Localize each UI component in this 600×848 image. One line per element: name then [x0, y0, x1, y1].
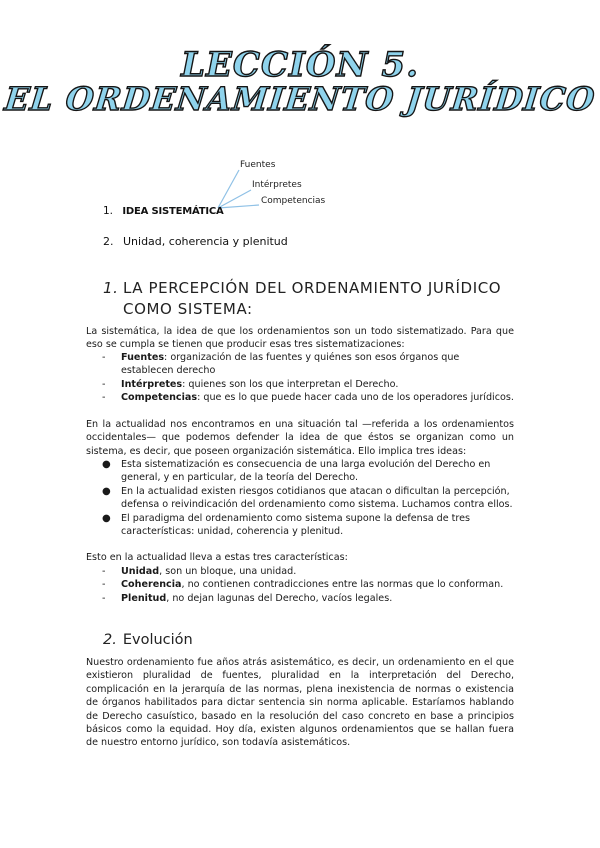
- branch-line-competencias: [218, 205, 259, 208]
- index-num: 2.: [103, 235, 114, 248]
- sistematizaciones-list: [102, 351, 514, 405]
- section-1-intro: La sistemática, la idea de que los ordenamientos son un todo sistematizado. Para que eso se cumpla se tienen que producir esas tres sistematizaciones:: [86, 326, 514, 351]
- title-line-2: EL ORDENAMIENTO JURÍDICO: [2, 80, 598, 118]
- index-text: IDEA SISTEMÁTICA: [122, 206, 224, 217]
- list-item: ● El paradigma del ordenamiento como sistema supone la defensa de tres características: unidad, coherencia y plenitud.: [102, 512, 471, 538]
- index-item-1: [103, 205, 224, 217]
- index-text: Unidad, coherencia y plenitud: [123, 235, 288, 248]
- index-item-2: [103, 235, 288, 248]
- list-item: ● En la actualidad existen riesgos cotidianos que atacan o dificultan la percepción, defensa o reivindicación del ordenamiento como sistema. Luchamos contra ellos.: [102, 485, 513, 511]
- section-1-heading: [103, 278, 523, 320]
- diagram-label-competencias: Competencias: [261, 196, 326, 206]
- diagram-label-fuentes: Fuentes: [240, 160, 276, 170]
- section-2-title: Evolución: [122, 632, 193, 648]
- index-num: 1.: [103, 205, 114, 217]
- section-1-paragraph-3: Esto en la actualidad lleva a estas tres características:: [86, 552, 348, 563]
- list-item: - Unidad, son un bloque, una unidad.: [102, 566, 297, 577]
- section-2-number: 2.: [103, 632, 117, 648]
- list-item: - Coherencia, no contienen contradicciones entre las normas que lo conforman.: [102, 579, 504, 591]
- caracteristicas-list: [102, 565, 514, 605]
- list-item: - Fuentes: organización de las fuentes y quiénes son esos órganos que establecen derecho: [102, 352, 460, 377]
- list-item: - Intérpretes: quienes son los que interpretan el Derecho.: [102, 378, 399, 390]
- list-item: - Competencias: que es lo que puede hacer cada uno de los operadores jurídicos.: [102, 392, 514, 404]
- section-2-paragraph: Nuestro ordenamiento fue años atrás asistemático, es decir, un ordenamiento en el que existieron pluralidad de fuentes, pluralidad en la interpretación del Derecho, complicación en la jerarquía de las normas, plena inexistencia de normas o existencia de órganos habilitados para dictar sentencia sin norma aplicable. Estaríamos hablando de Derecho casuístico, basado en la resolución del caso concreto en base a principios básicos como la equidad. Hoy día, existen algunos ordenamientos que se hallan fuera de nuestro entorno jurídico, son todavía asistemáticos.: [86, 657, 514, 749]
- list-item: ● Esta sistematización es consecuencia de una larga evolución del Derecho en general, y en particular, de la teoría del Derecho.: [102, 459, 491, 484]
- section-2-heading: [103, 632, 193, 648]
- ideas-list: [102, 458, 514, 538]
- diagram-label-interpretes: Intérpretes: [252, 180, 302, 190]
- section-1-number: 1.: [103, 279, 119, 297]
- list-item: - Plenitud, no dejan lagunas del Derecho, vacíos legales.: [102, 592, 393, 604]
- title-line-1: LECCIÓN 5.: [181, 45, 419, 85]
- section-1-paragraph-2: En la actualidad nos encontramos en una situación tal —referida a los ordenamientos occidentales— que podemos defender la idea de que éstos se organizan como un sistema, es decir, que poseen organización sistemática. Ello implica tres ideas:: [86, 419, 514, 457]
- section-1-title: LA PERCEPCIÓN DEL ORDENAMIENTO JURÍDICO COMO SISTEMA:: [123, 279, 502, 318]
